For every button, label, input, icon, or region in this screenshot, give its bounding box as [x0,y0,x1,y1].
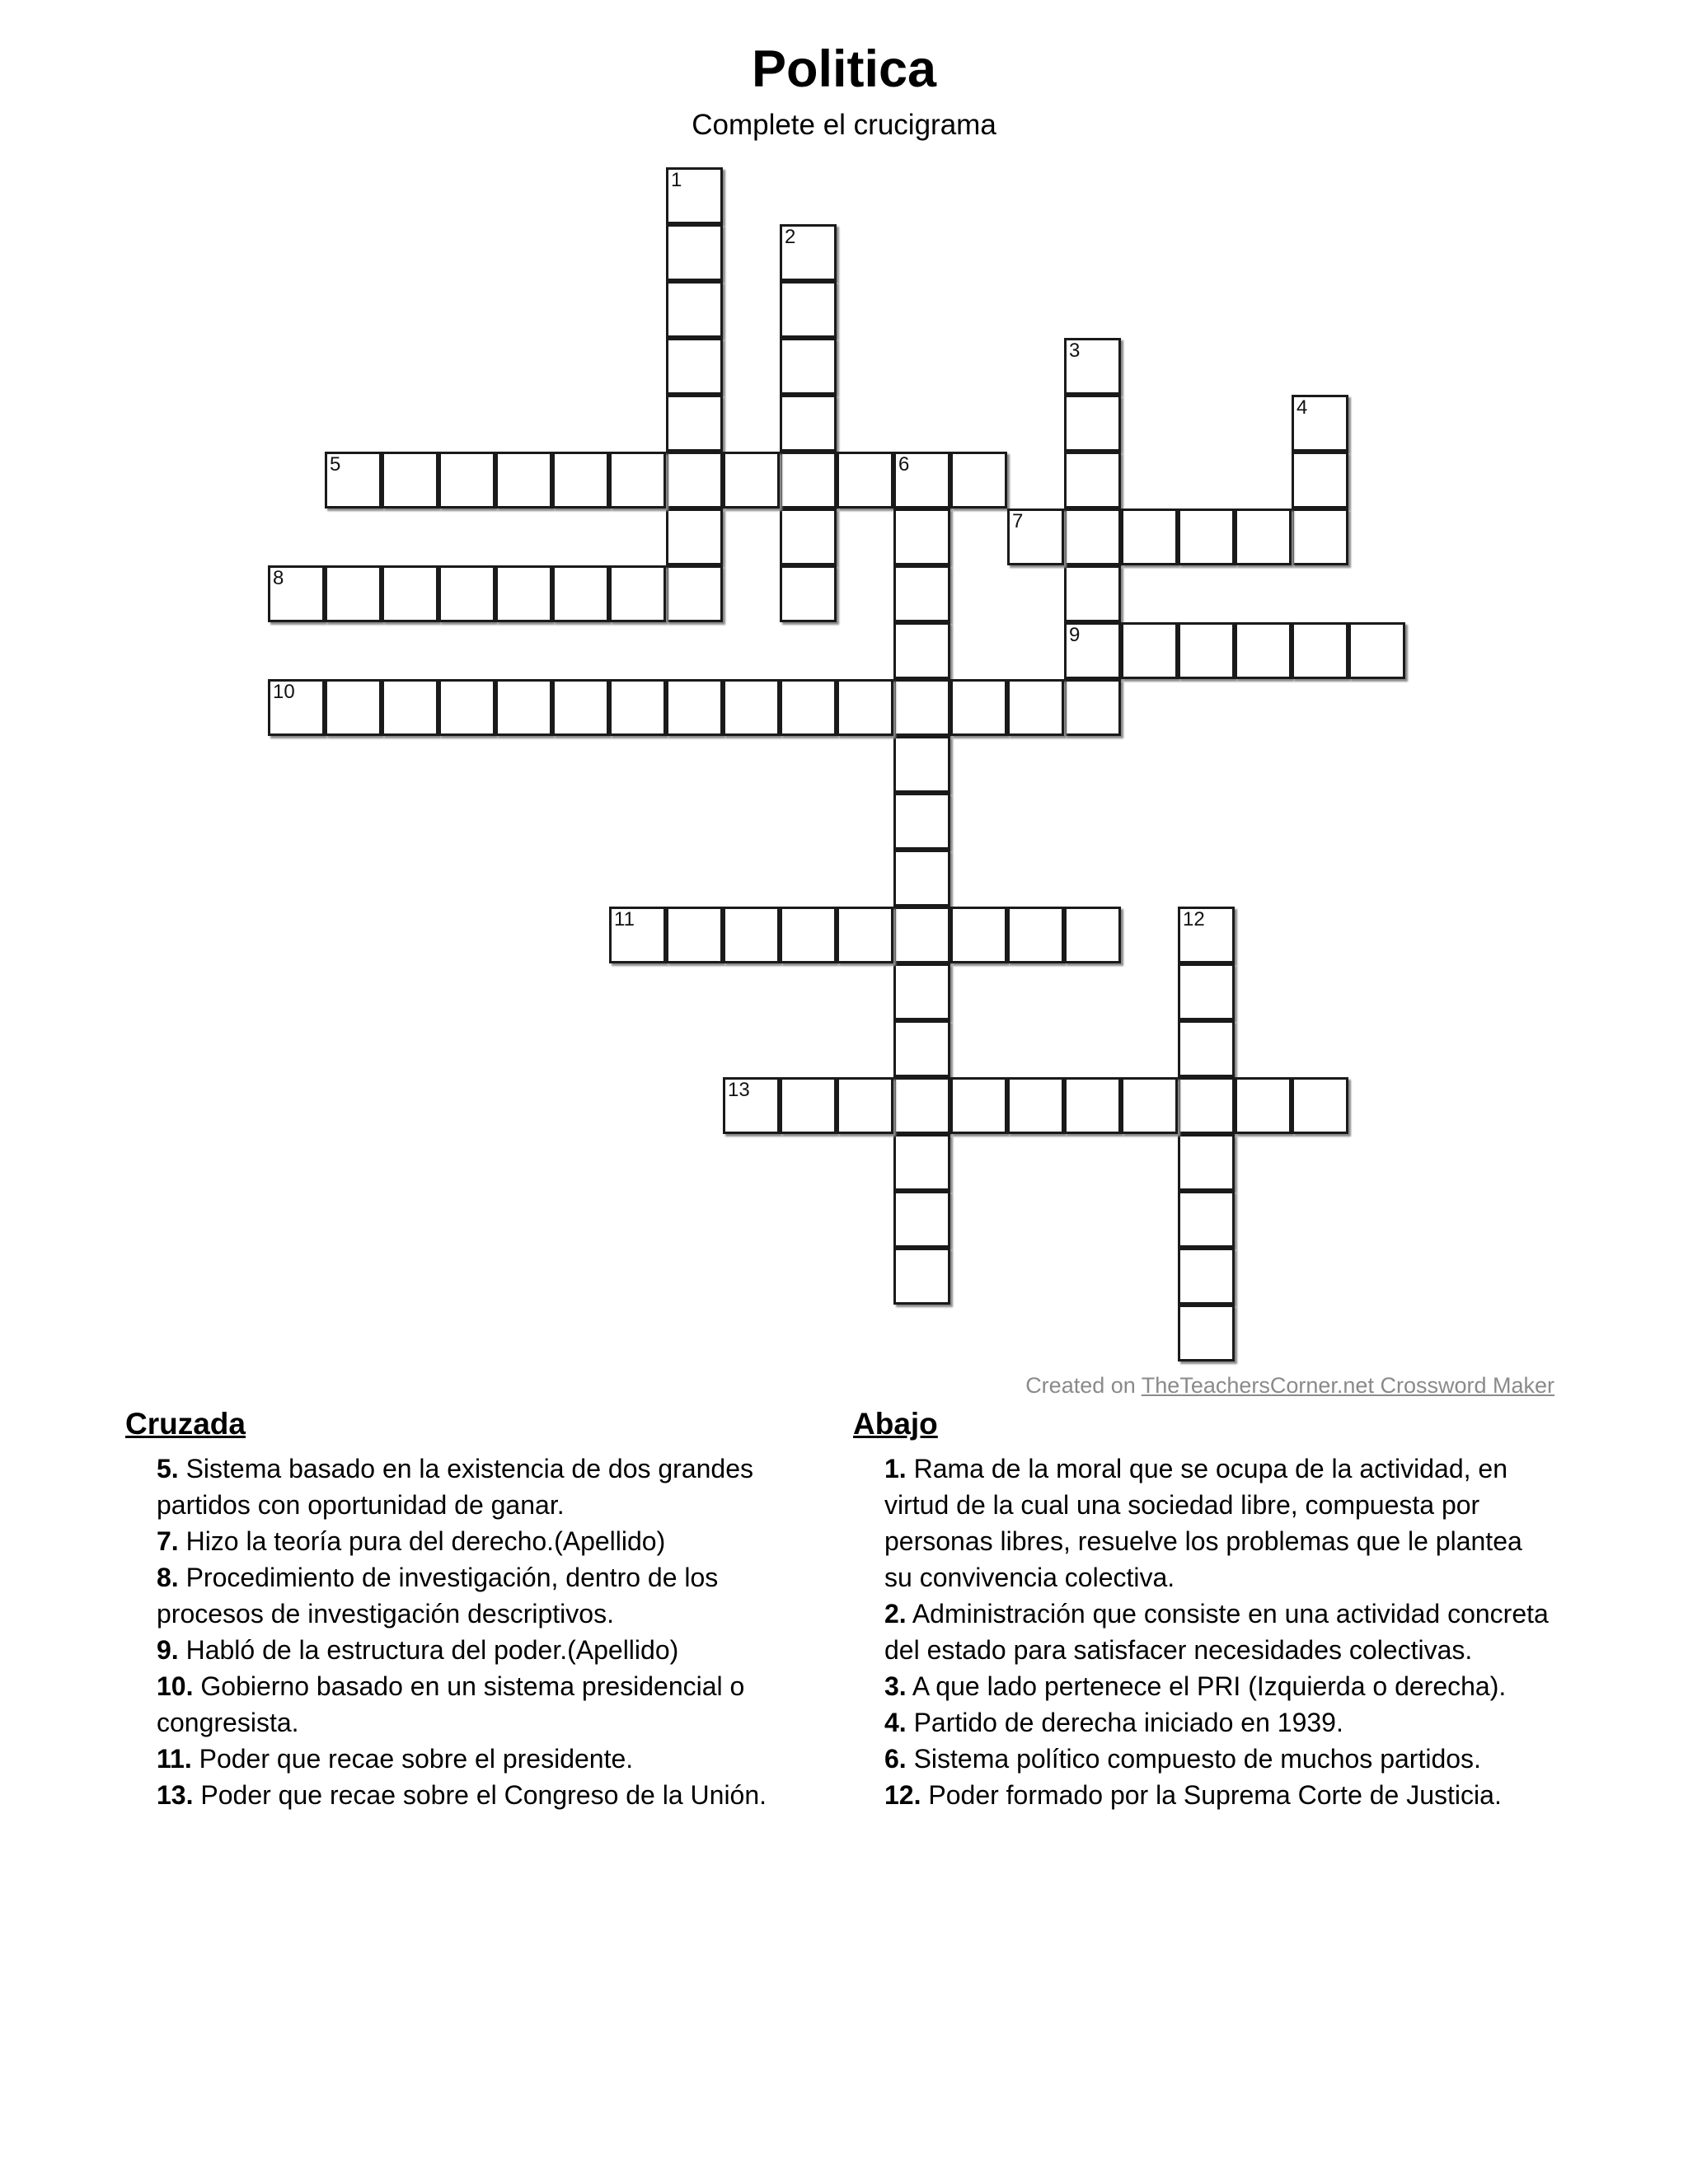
grid-cell[interactable] [1178,963,1235,1020]
grid-cell[interactable] [837,907,893,963]
clue-number: 4. [884,1708,907,1738]
grid-cell[interactable] [666,281,723,338]
clue-item [157,1559,824,1632]
clue-number: 12. [884,1780,921,1811]
grid-cell[interactable] [1121,1077,1178,1134]
grid-cell[interactable] [1178,509,1235,565]
clue-item [157,1741,824,1777]
grid-cell[interactable] [1064,509,1121,565]
clue-text: Poder que recae sobre el presidente. [191,1744,634,1774]
clue-number: 6. [884,1744,907,1774]
grid-cell[interactable] [893,907,950,963]
grid-cell[interactable] [495,679,552,736]
grid-cell[interactable] [438,452,495,509]
grid-cell[interactable] [1348,622,1405,679]
credit-prefix: Created on [1025,1373,1142,1398]
grid-cell[interactable] [1007,907,1064,963]
grid-cell[interactable] [609,452,666,509]
grid-cell[interactable] [893,1077,950,1134]
clue-number: 1. [884,1454,907,1484]
grid-cell[interactable] [1292,509,1348,565]
credit-link[interactable]: TheTeachersCorner.net Crossword Maker [1141,1373,1554,1398]
grid-cell[interactable] [780,452,837,509]
grid-cell[interactable] [780,1077,837,1134]
grid-cell[interactable] [893,850,950,907]
grid-cell[interactable] [893,622,950,679]
clue-number-label: 5 [330,453,341,476]
clue-text: Partido de derecha iniciado en 1939. [906,1708,1343,1738]
page-subtitle: Complete el crucigrama [692,109,996,141]
clue-text: Administración que consiste en una actividad concreta del estado para satisfacer necesidades colectivas. [884,1599,1549,1666]
grid-cell[interactable] [382,565,438,622]
grid-cell[interactable] [893,679,950,736]
grid-cell[interactable] [780,907,837,963]
grid-cell[interactable] [1178,1077,1235,1134]
clue-item [157,1668,824,1741]
grid-cell[interactable] [1007,679,1064,736]
clue-number-label: 7 [1012,510,1024,532]
clue-item [884,1741,1552,1777]
clue-text: Sistema político compuesto de muchos partidos. [906,1744,1481,1774]
grid-cell[interactable] [837,679,893,736]
grid-cell[interactable] [666,167,723,224]
grid-cell[interactable] [1178,1134,1235,1191]
clue-number: 11. [157,1744,192,1774]
grid-cell[interactable] [1235,622,1292,679]
grid-cell[interactable] [268,679,325,736]
grid-cell[interactable] [609,679,666,736]
clue-number-label: 10 [273,681,295,703]
clue-number-label: 8 [273,567,284,589]
clue-text: Habló de la estructura del poder.(Apellido) [178,1635,679,1666]
grid-cell[interactable] [950,452,1007,509]
grid-cell[interactable] [1121,622,1178,679]
grid-cell[interactable] [325,679,382,736]
grid-cell[interactable] [552,565,609,622]
page-title: Politica [751,40,937,98]
clue-number-label: 13 [728,1079,750,1101]
clue-item [157,1777,824,1813]
grid-cell[interactable] [1178,1020,1235,1077]
grid-cell[interactable] [1178,1191,1235,1248]
grid-cell[interactable] [893,1020,950,1077]
grid-cell[interactable] [1121,509,1178,565]
grid-cell[interactable] [666,907,723,963]
grid-cell[interactable] [893,1248,950,1305]
clue-number-label: 9 [1069,624,1081,646]
grid-cell[interactable] [1064,395,1121,452]
clue-number-label: 1 [671,169,682,191]
clue-number-label: 6 [898,453,910,476]
grid-cell[interactable] [609,565,666,622]
grid-cell[interactable] [382,679,438,736]
grid-cell[interactable] [780,565,837,622]
clue-text: Gobierno basado en un sistema presidencial o congresista. [157,1671,745,1738]
down-clue-list [853,1451,1562,1813]
grid-cell[interactable] [893,793,950,850]
down-clues [853,1406,1562,1813]
grid-cell[interactable] [325,565,382,622]
clue-number-label: 3 [1069,340,1081,362]
grid-cell[interactable] [1007,1077,1064,1134]
grid-cell[interactable] [723,679,780,736]
grid-cell[interactable] [268,565,325,622]
clue-text: Procedimiento de investigación, dentro de los procesos de investigación descriptivos. [157,1563,719,1629]
grid-cell[interactable] [1178,622,1235,679]
clue-number: 3. [884,1671,907,1702]
grid-cell[interactable] [1178,1248,1235,1305]
grid-cell[interactable] [1064,679,1121,736]
clue-number-label: 11 [614,908,635,930]
clue-number: 13. [157,1780,194,1811]
clue-text: Poder formado por la Suprema Corte de Justicia. [921,1780,1502,1811]
clue-number: 7. [157,1526,179,1557]
grid-cell[interactable] [382,452,438,509]
grid-cell[interactable] [552,452,609,509]
grid-cell[interactable] [1235,509,1292,565]
grid-cell[interactable] [780,338,837,395]
grid-cell[interactable] [666,452,723,509]
clue-number: 2. [884,1599,907,1629]
grid-cell[interactable] [1064,565,1121,622]
grid-cell[interactable] [666,224,723,281]
grid-cell[interactable] [837,452,893,509]
grid-cell[interactable] [723,1077,780,1134]
grid-cell[interactable] [666,565,723,622]
grid-cell[interactable] [666,395,723,452]
grid-cell[interactable] [1292,622,1348,679]
grid-cell[interactable] [495,565,552,622]
grid-cell[interactable] [950,1077,1007,1134]
clue-item [884,1668,1552,1704]
clue-number-label: 12 [1183,908,1205,930]
grid-cell[interactable] [1178,1305,1235,1361]
grid-cell[interactable] [780,679,837,736]
clue-text: Rama de la moral que se ocupa de la actividad, en virtud de la cual una sociedad libre, compuesta por personas libres, resuelve los problemas que le plantea su convivencia colectiva. [884,1454,1522,1593]
grid-cell[interactable] [1178,907,1235,963]
grid-cell[interactable] [893,963,950,1020]
across-clue-list [125,1451,834,1813]
clue-item [157,1451,824,1523]
grid-cell[interactable] [837,1077,893,1134]
grid-cell[interactable] [1292,395,1348,452]
clue-number: 9. [157,1635,179,1666]
grid-cell[interactable] [666,509,723,565]
clue-item [884,1704,1552,1741]
grid-cell[interactable] [780,281,837,338]
grid-cell[interactable] [1064,1077,1121,1134]
clue-text: A que lado pertenece el PRI (Izquierda o derecha). [906,1671,1507,1702]
grid-cell[interactable] [495,452,552,509]
grid-cell[interactable] [893,509,950,565]
credit-line [1025,1373,1554,1399]
grid-cell[interactable] [893,1191,950,1248]
grid-cell[interactable] [780,224,837,281]
across-heading: Cruzada [125,1407,246,1441]
grid-cell[interactable] [1064,907,1121,963]
grid-cell[interactable] [325,452,382,509]
grid-cell[interactable] [950,907,1007,963]
grid-cell[interactable] [893,1134,950,1191]
grid-cell[interactable] [1064,338,1121,395]
grid-cell[interactable] [723,452,780,509]
grid-cell[interactable] [1235,1077,1292,1134]
grid-cell[interactable] [780,395,837,452]
grid-cell[interactable] [609,907,666,963]
grid-cell[interactable] [723,907,780,963]
grid-cell[interactable] [1064,622,1121,679]
grid-cell[interactable] [893,452,950,509]
grid-cell[interactable] [1292,1077,1348,1134]
grid-cell[interactable] [666,679,723,736]
clue-item [884,1451,1552,1596]
clue-number: 5. [157,1454,179,1484]
grid-cell[interactable] [1292,452,1348,509]
grid-cell[interactable] [438,565,495,622]
grid-cell[interactable] [893,565,950,622]
clue-number: 8. [157,1563,179,1593]
clue-number: 10. [157,1671,194,1702]
grid-cell[interactable] [438,679,495,736]
clue-item [157,1523,824,1559]
clue-text: Hizo la teoría pura del derecho.(Apellido) [178,1526,666,1557]
clue-item [884,1777,1552,1813]
grid-cell[interactable] [1007,509,1064,565]
grid-cell[interactable] [780,509,837,565]
down-heading: Abajo [853,1407,938,1441]
clue-number-label: 4 [1296,396,1308,419]
grid-cell[interactable] [552,679,609,736]
clue-item [884,1596,1552,1668]
grid-cell[interactable] [666,338,723,395]
grid-cell[interactable] [950,679,1007,736]
clue-text: Poder que recae sobre el Congreso de la Unión. [193,1780,767,1811]
clue-text: Sistema basado en la existencia de dos grandes partidos con oportunidad de ganar. [157,1454,754,1521]
grid-cell[interactable] [893,736,950,793]
clue-item [157,1632,824,1668]
clue-number-label: 2 [785,226,796,248]
grid-cell[interactable] [1064,452,1121,509]
across-clues [125,1406,834,1813]
